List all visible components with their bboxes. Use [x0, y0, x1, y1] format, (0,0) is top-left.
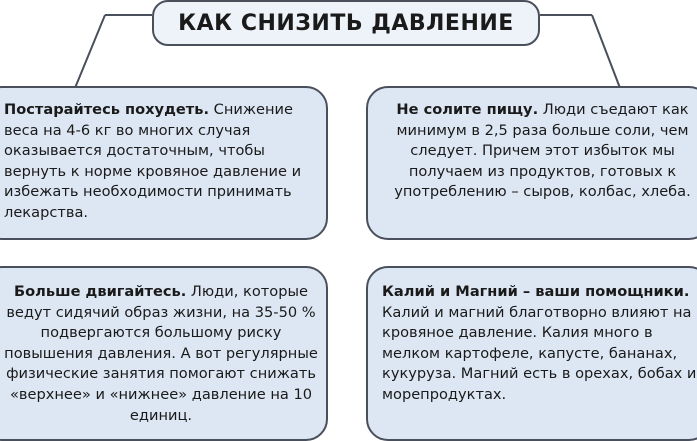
card-no-salt — [366, 86, 697, 240]
connector-right-down — [592, 15, 620, 88]
card-heading: Не солите пищу. — [396, 101, 539, 118]
card-lose-weight — [0, 86, 328, 240]
card-heading: Калий и Магний – ваши помощники. — [382, 283, 690, 300]
card-text — [382, 282, 697, 406]
card-text — [382, 100, 697, 203]
card-body: Снижение веса на 4-6 кг во многих случая оказывается достаточным, чтобы вернуть к норме кровяное давление и избежать необходимости принимать лекарства. — [4, 101, 302, 221]
connector-left-down — [75, 15, 105, 88]
card-heading: Постарайтесь похудеть. — [4, 101, 209, 118]
card-body: Люди съедают как минимум в 2,5 раза больше соли, чем следует. Причем этот избыток мы получаем из продуктов, готовых к употреблению – сыров, колбас, хлеба. — [394, 101, 691, 201]
card-text — [2, 282, 320, 426]
card-text — [4, 100, 318, 224]
card-potassium-magnesium — [366, 266, 697, 441]
card-body: Люди, которые ведут сидячий образ жизни, на 35-50 % подвергаются большому риску повышения давления. А вот регулярные физические занятия помогают снижать «верхнее» и «нижнее» давление на 10 единиц. — [4, 283, 318, 424]
title-box — [152, 0, 540, 46]
card-move-more — [0, 266, 328, 441]
card-heading: Больше двигайтесь. — [14, 283, 187, 300]
page-title: КАК СНИЗИТЬ ДАВЛЕНИЕ — [178, 10, 514, 36]
card-body: Калий и магний благотворно влияют на кровяное давление. Калия много в мелком картофеле, капусте, бананах, кукуруза. Магний есть в орехах, бобах и морепродуктах. — [382, 303, 697, 403]
